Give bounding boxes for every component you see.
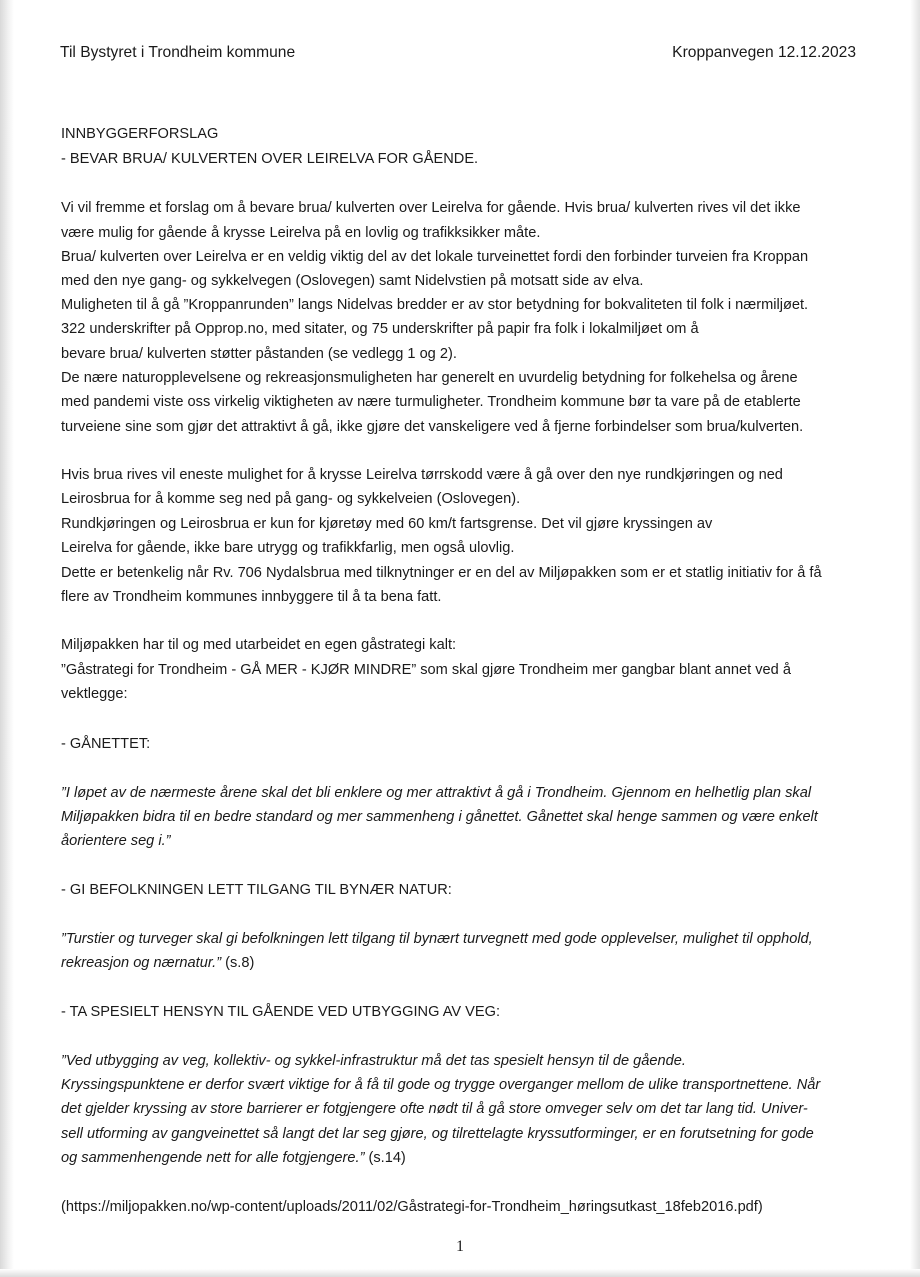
paragraph-1-line: Brua/ kulverten over Leirelva er en veldig viktig del av det lokale turveinettet fordi den forbinder turveien fra Kroppan (61, 249, 809, 265)
page-right-edge (910, 0, 920, 1277)
heading-label: INNBYGGERFORSLAG (61, 126, 219, 142)
page-reference: (s.14) (364, 1150, 406, 1166)
section-heading-utbygging-av-veg: - TA SPESIELT HENSYN TIL GÅENDE VED UTBYGGING AV VEG: (61, 1004, 501, 1020)
paragraph-3-line: Miljøpakken har til og med utarbeidet en egen gåstrategi kalt: (61, 637, 457, 653)
quote-line: Miljøpakken bidra til en bedre standard og mer sammenheng i gånettet. Gånettet skal henge sammen og være enkelt (61, 809, 818, 825)
paragraph-2-line: Rundkjøringen og Leirosbrua er kun for kjøretøy med 60 km/t fartsgrense. Det vil gjøre kryssingen av (61, 516, 713, 532)
paragraph-1-line: 322 underskrifter på Opprop.no, med sitater, og 75 underskrifter på papir fra folk i lokalmiljøet om å (61, 321, 699, 337)
paragraph-1-line: være mulig for gående å krysse Leirelva på en lovlig og trafikksikker måte. (61, 225, 541, 241)
paragraph-1-line: bevare brua/ kulverten støtter påstanden (se vedlegg 1 og 2). (61, 346, 457, 362)
place-date: Kroppanvegen 12.12.2023 (672, 44, 856, 61)
paragraph-1-line: med pandemi viste oss virkelig viktigheten av nære turmuligheter. Trondheim kommune bør ta vare på de etablerte (61, 394, 801, 410)
paragraph-1-line: med den nye gang- og sykkelvegen (Oslovegen) samt Nidelvstien på motsatt side av elva. (61, 273, 644, 289)
section-heading-bynaer-natur: - GI BEFOLKNINGEN LETT TILGANG TIL BYNÆR NATUR: (61, 882, 452, 898)
letter-header (60, 44, 856, 62)
heading-title: - BEVAR BRUA/ KULVERTEN OVER LEIRELVA FOR GÅENDE. (61, 151, 479, 167)
quote-text: rekreasjon og nærnatur.” (61, 955, 222, 971)
quote-line: ”Turstier og turveger skal gi befolkningen lett tilgang til bynært turvegnett med gode opplevelser, mulighet til opphold, (61, 931, 813, 947)
page-left-edge (0, 0, 14, 1277)
quote-line: ”Ved utbygging av veg, kollektiv- og sykkel-infrastruktur må det tas spesielt hensyn til de gående. (61, 1053, 686, 1069)
quote-line-with-ref (61, 1151, 406, 1166)
quote-line: ”I løpet av de nærmeste årene skal det bli enklere og mer attraktivt å gå i Trondheim. Gjennom en helhetlig plan skal (61, 785, 812, 801)
quote-line: det gjelder kryssing av store barrierer er fotgjengere ofte nødt til å gå store omveger selv om det tar lang tid. Univer- (61, 1101, 808, 1117)
quote-line: Kryssingspunktene er derfor svært viktige for å få til gode og trygge overganger mellom de ulike transportnettene. Når (61, 1077, 821, 1093)
section-heading-ganettet: - GÅNETTET: (61, 736, 151, 752)
quote-text: og sammenhengende nett for alle fotgjengere.” (61, 1150, 365, 1166)
source-url: (https://miljopakken.no/wp-content/uploads/2011/02/Gåstrategi-for-Trondheim_høringsutkast_18feb2016.pdf) (61, 1199, 763, 1215)
page-number: 1 (456, 1238, 464, 1255)
paragraph-2-line: Leirelva for gående, ikke bare utrygg og trafikkfarlig, men også ulovlig. (61, 540, 515, 556)
paragraph-1-line: De nære naturopplevelsene og rekreasjonsmuligheten har generelt en uvurdelig betydning for folkehelsa og årene (61, 370, 798, 386)
paragraph-1-line: turveiene sine som gjør det attraktivt å gå, ikke gjøre det vanskeligere ved å fjerne forbindelser som brua/kulverten. (61, 419, 804, 435)
paragraph-2-line: Leirosbrua for å komme seg ned på gang- og sykkelveien (Oslovegen). (61, 491, 521, 507)
paragraph-1-line: Vi vil fremme et forslag om å bevare brua/ kulverten over Leirelva for gående. Hvis brua/ kulverten rives vil det ikke (61, 200, 801, 216)
recipient-line: Til Bystyret i Trondheim kommune (60, 44, 296, 61)
paragraph-2-line: flere av Trondheim kommunes innbyggere til å ta bena fatt. (61, 589, 442, 605)
quote-line-with-ref (61, 956, 254, 971)
paragraph-3-line: ”Gåstrategi for Trondheim - GÅ MER - KJØR MINDRE” som skal gjøre Trondheim mer gangbar blant annet ved å (61, 662, 791, 678)
paragraph-2-line: Hvis brua rives vil eneste mulighet for å krysse Leirelva tørrskodd være å gå over den nye rundkjøringen og ned (61, 467, 783, 483)
quote-line: sell utforming av gangveinettet så langt det lar seg gjøre, og tilrettelagte kryssutforminger, er en forutsetning for gode (61, 1126, 814, 1142)
quote-line: åorientere seg i.” (61, 833, 171, 849)
page-bottom-edge (0, 1269, 920, 1277)
paragraph-2-line: Dette er betenkelig når Rv. 706 Nydalsbrua med tilknytninger er en del av Miljøpakken som er et statlig initiativ for å få (61, 565, 822, 581)
page-reference: (s.8) (221, 955, 255, 971)
paragraph-3-line: vektlegge: (61, 686, 128, 702)
paragraph-1-line: Muligheten til å gå ”Kroppanrunden” langs Nidelvas bredder er av stor betydning for bokvaliteten til folk i nærmiljøet. (61, 297, 809, 313)
